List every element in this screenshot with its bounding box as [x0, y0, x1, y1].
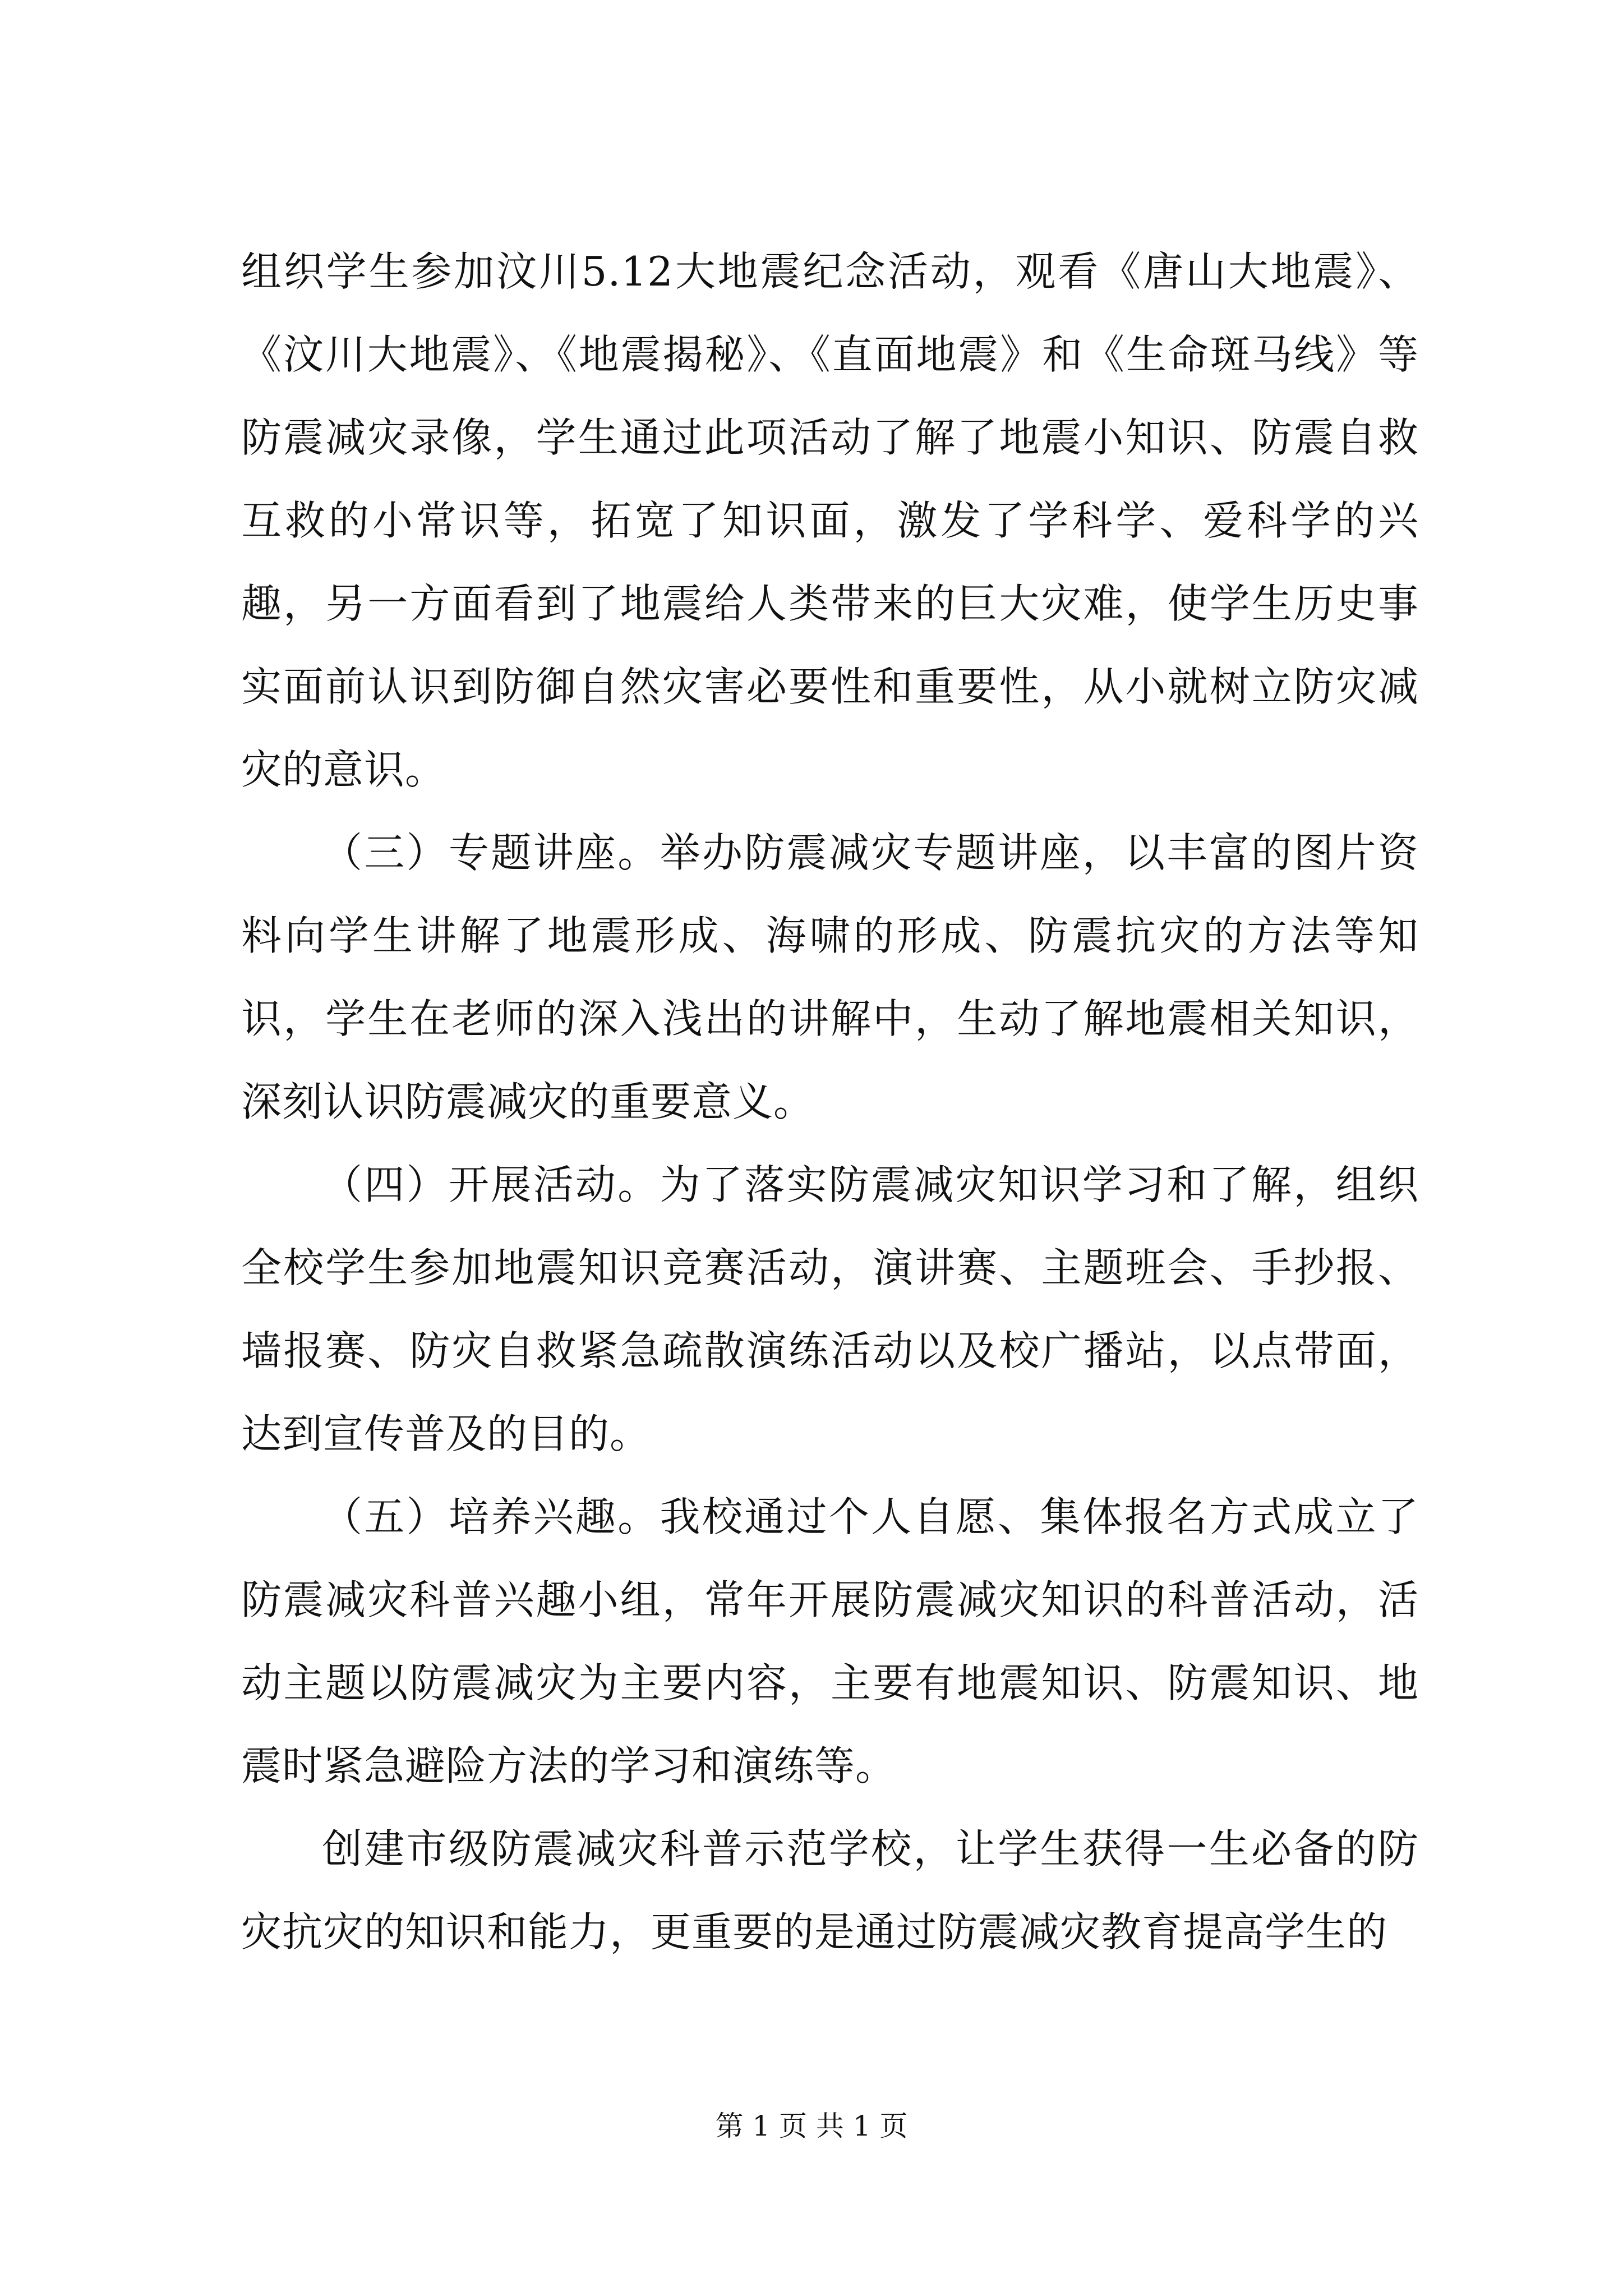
page-footer: 第 1 页 共 1 页 [715, 2110, 908, 2142]
paragraph-demo-school: 创建市级防震减灾科普示范学校，让学生获得一生必备的防灾抗灾的知识和能力，更重要的是通过防震减灾教育提高学生的 [241, 1825, 1419, 1955]
paragraph-interest: （五）培养兴趣。我校通过个人自愿、集体报名方式成立了防震减灾科普兴趣小组，常年开展防震减灾知识的科普活动，活动主题以防震减灾为主要内容，主要有地震知识、防震知识、地震时紧急避险方法的学习和演练等。 [241, 1493, 1419, 1789]
paragraph-continuation: 组织学生参加汶川5.12大地震纪念活动，观看《唐山大地震》、《汶川大地震》、《地震揭秘》、《直面地震》和《生命斑马线》等防震减灾录像，学生通过此项活动了解了地震小知识、防震自救互救的小常识等，拓宽了知识面，激发了学科学、爱科学的兴趣，另一方面看到了地震给人类带来的巨大灾难，使学生历史事实面前认识到防御自然灾害必要性和重要性，从小就树立防灾减灾的意识。 [241, 248, 1419, 793]
paragraph-activities: （四）开展活动。为了落实防震减灾知识学习和了解，组织全校学生参加地震知识竞赛活动，演讲赛、主题班会、手抄报、墙报赛、防灾自救紧急疏散演练活动以及校广播站，以点带面，达到宣传普及的目的。 [241, 1161, 1419, 1457]
paragraph-lecture: （三）专题讲座。举办防震减灾专题讲座，以丰富的图片资料向学生讲解了地震形成、海啸的形成、防震抗灾的方法等知识，学生在老师的深入浅出的讲解中，生动了解地震相关知识，深刻认识防震减灾的重要意义。 [241, 829, 1419, 1125]
document-body [241, 230, 1419, 1973]
